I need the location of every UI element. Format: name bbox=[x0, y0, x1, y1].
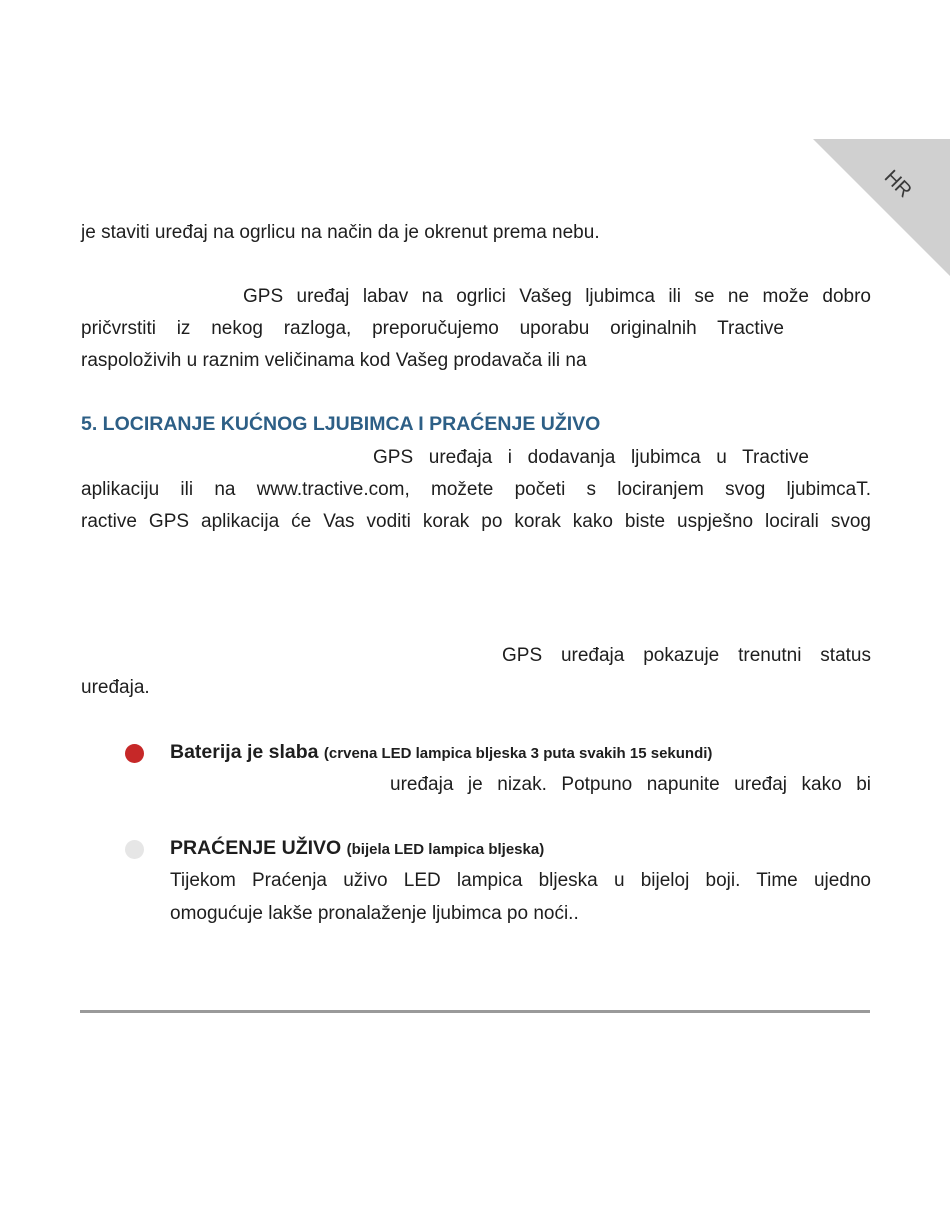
live-tracking-title-text: PRAĆENJE UŽIVO bbox=[170, 837, 342, 859]
battery-low-note: (crvena LED lampica bljeska 3 puta svakih 15 sekundi) bbox=[323, 745, 713, 762]
paragraph-2-line-1: GPS uređaj labav na ogrlici Vašeg ljubimca ili se ne može dobro bbox=[243, 286, 871, 307]
paragraph-2-line-2: pričvrstiti iz nekog razloga, preporučujemo uporabu originalnih Tractive bbox=[81, 318, 784, 339]
language-code-label: HR bbox=[879, 166, 916, 203]
live-tracking-line-2: omogućuje lakše pronalaženje ljubimca po noći.. bbox=[170, 903, 579, 924]
paragraph-4-line-2: uređaja. bbox=[81, 677, 150, 698]
battery-low-title bbox=[170, 741, 712, 764]
live-tracking-line-1: Tijekom Praćenja uživo LED lampica bljeska u bijeloj boji. Time ujedno bbox=[170, 870, 871, 891]
live-tracking-title bbox=[170, 837, 544, 860]
section-5-line-1: GPS uređaja i dodavanja ljubimca u Tractive bbox=[373, 447, 809, 468]
paragraph-2-line-3: raspoloživih u raznim veličinama kod Vašeg prodavača ili na bbox=[81, 350, 587, 371]
footer-divider bbox=[80, 1010, 870, 1013]
live-tracking-note: (bijela LED lampica bljeska) bbox=[346, 841, 545, 858]
section-5-line-2: aplikaciju ili na www.tractive.com, možete početi s lociranjem svog ljubimcaT. bbox=[81, 479, 871, 500]
white-led-indicator-icon bbox=[125, 840, 144, 859]
paragraph-4-line-1: GPS uređaja pokazuje trenutni status bbox=[502, 645, 871, 666]
red-led-indicator-icon bbox=[125, 744, 144, 763]
language-corner-tab bbox=[813, 139, 950, 276]
battery-low-line-1: uređaja je nizak. Potpuno napunite uređaj kako bi bbox=[390, 774, 871, 795]
paragraph-1-line-1: je staviti uređaj na ogrlicu na način da je okrenut prema nebu. bbox=[81, 222, 600, 243]
battery-low-title-text: Baterija je slaba bbox=[170, 741, 319, 763]
section-5-heading: 5. LOCIRANJE KUĆNOG LJUBIMCA I PRAĆENJE UŽIVO bbox=[81, 413, 601, 435]
section-5-line-3: ractive GPS aplikacija će Vas voditi korak po korak kako biste uspješno locirali svog bbox=[81, 511, 871, 532]
